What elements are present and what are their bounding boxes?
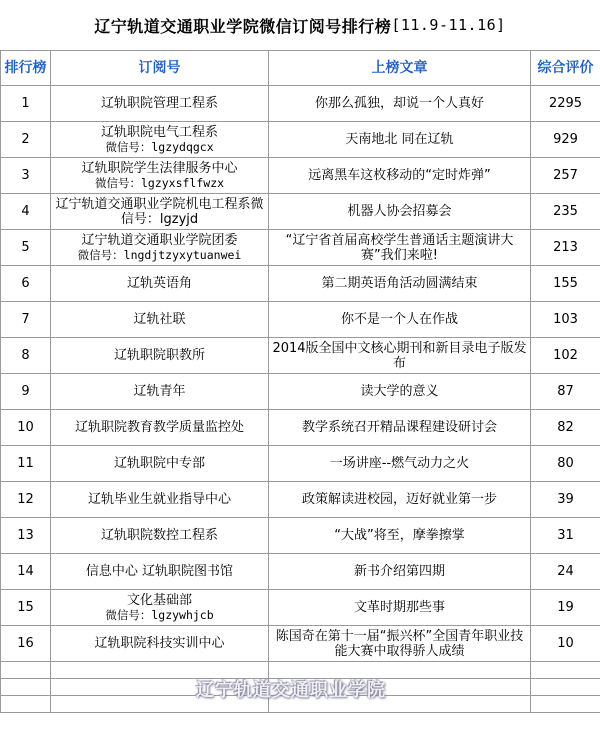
rank-cell: 7 [1, 302, 51, 338]
ranking-table [0, 50, 600, 713]
account-name: 辽轨青年 [133, 384, 186, 399]
page-title [0, 0, 600, 51]
rank-cell: 4 [1, 194, 51, 230]
header-row [1, 51, 600, 86]
table-row [1, 626, 600, 662]
account-name: 辽轨职院学生法律服务中心 [81, 160, 238, 176]
score-cell: 257 [531, 158, 600, 194]
score-cell: 31 [531, 518, 600, 554]
table-row [1, 338, 600, 374]
account-name: 辽轨毕业生就业指导中心 [87, 492, 231, 507]
score-cell: 80 [531, 446, 600, 482]
account-cell [51, 302, 269, 338]
wechat-id: 微信号：lngdjtzyxytuanwei [77, 247, 242, 262]
header-account: 订阅号 [51, 51, 269, 86]
account-name: 辽宁轨道交通职业学院团委 [81, 232, 238, 248]
table-row [1, 554, 600, 590]
empty-row [1, 679, 600, 696]
table-row [1, 374, 600, 410]
table-row [1, 410, 600, 446]
score-cell: 155 [531, 266, 600, 302]
score-cell: 103 [531, 302, 600, 338]
article-cell: 陈国奇在第十一届“振兴杯”全国青年职业技能大赛中取得骄人成绩 [269, 626, 531, 662]
article-cell: 你不是一个人在作战 [269, 302, 531, 338]
score-cell: 19 [531, 590, 600, 626]
score-cell: 235 [531, 194, 600, 230]
score-cell: 39 [531, 482, 600, 518]
article-cell: 新书介绍第四期 [269, 554, 531, 590]
table-row [1, 446, 600, 482]
article-cell: “辽宁省首届高校学生普通话主题演讲大赛”我们来啦! [269, 230, 531, 266]
table-row [1, 302, 600, 338]
account-name: 辽轨英语角 [126, 276, 192, 291]
article-cell: 政策解读进校园，迈好就业第一步 [269, 482, 531, 518]
account-cell [51, 590, 269, 626]
account-cell [51, 626, 269, 662]
rank-cell: 5 [1, 230, 51, 266]
score-cell: 10 [531, 626, 600, 662]
score-cell: 24 [531, 554, 600, 590]
rank-cell: 14 [1, 554, 51, 590]
account-cell [51, 266, 269, 302]
account-name: 辽轨职院科技实训中心 [94, 636, 225, 651]
empty-row [1, 662, 600, 679]
table-row [1, 482, 600, 518]
article-cell: 天南地北 同在辽轨 [269, 122, 531, 158]
account-name: 辽轨社联 [133, 312, 186, 327]
article-cell: 教学系统召开精品课程建设研讨会 [269, 410, 531, 446]
account-name: 辽轨职院中专部 [113, 456, 205, 471]
title-main: 辽宁轨道交通职业学院微信订阅号排行榜 [94, 16, 392, 36]
table-row [1, 266, 600, 302]
table-row [1, 590, 600, 626]
account-cell [51, 230, 269, 266]
rank-cell: 15 [1, 590, 51, 626]
article-cell: “大战”将至，摩拳擦掌 [269, 518, 531, 554]
score-cell: 2295 [531, 86, 600, 122]
rank-cell: 3 [1, 158, 51, 194]
score-cell: 82 [531, 410, 600, 446]
account-cell [51, 482, 269, 518]
wechat-id: 微信号：lgzyxsflfwzx [94, 175, 225, 190]
header-rank: 排行榜 [1, 51, 51, 86]
empty-row [1, 696, 600, 713]
article-cell: 远离黑车这枚移动的“定时炸弹” [269, 158, 531, 194]
article-cell: 机器人协会招募会 [269, 194, 531, 230]
header-article: 上榜文章 [269, 51, 531, 86]
account-name: 辽轨职院教育教学质量监控处 [74, 420, 244, 435]
rank-cell: 1 [1, 86, 51, 122]
title-date-range: [11.9-11.16] [391, 16, 506, 34]
table-row [1, 86, 600, 122]
rank-cell: 10 [1, 410, 51, 446]
account-cell [51, 338, 269, 374]
account-cell [51, 86, 269, 122]
score-cell: 87 [531, 374, 600, 410]
article-cell: 你那么孤独，却说一个人真好 [269, 86, 531, 122]
article-cell: 文革时期那些事 [269, 590, 531, 626]
article-cell: 一场讲座--燃气动力之火 [269, 446, 531, 482]
account-name: 辽轨职院管理工程系 [100, 96, 218, 111]
table-body [1, 86, 600, 662]
article-cell: 读大学的意义 [269, 374, 531, 410]
table-row [1, 518, 600, 554]
header-score: 综合评价 [531, 51, 600, 86]
rank-cell: 8 [1, 338, 51, 374]
account-cell [51, 518, 269, 554]
account-cell [51, 122, 269, 158]
rank-cell: 16 [1, 626, 51, 662]
score-cell: 102 [531, 338, 600, 374]
article-cell: 第二期英语角活动圆满结束 [269, 266, 531, 302]
article-cell: 2014版全国中文核心期刊和新目录电子版发布 [269, 338, 531, 374]
rank-cell: 9 [1, 374, 51, 410]
wechat-id: 微信号：lgzydqgcx [105, 139, 214, 154]
account-name: 文化基础部 [126, 592, 192, 608]
rank-cell: 12 [1, 482, 51, 518]
rank-cell: 11 [1, 446, 51, 482]
account-cell [51, 374, 269, 410]
account-cell [51, 410, 269, 446]
empty-rows [1, 662, 600, 713]
score-cell: 213 [531, 230, 600, 266]
account-name: 辽轨职院数控工程系 [100, 528, 218, 543]
wechat-id: 微信号：lgzywhjcb [105, 607, 214, 622]
account-name: 信息中心 辽轨职院图书馆 [85, 564, 234, 579]
table-row [1, 158, 600, 194]
rank-cell: 6 [1, 266, 51, 302]
rank-cell: 13 [1, 518, 51, 554]
account-name: 辽轨职院电气工程系 [100, 124, 218, 140]
rank-cell: 2 [1, 122, 51, 158]
watermark-text: 辽宁轨道交通职业学院 [196, 680, 386, 701]
account-cell [51, 446, 269, 482]
score-cell: 929 [531, 122, 600, 158]
account-cell [51, 194, 269, 230]
account-name: 辽轨职院职教所 [113, 348, 205, 363]
table-row [1, 230, 600, 266]
account-cell [51, 554, 269, 590]
table-row [1, 194, 600, 230]
account-name: 辽宁轨道交通职业学院机电工程系微信号：lgzyjd [55, 196, 264, 227]
account-cell [51, 158, 269, 194]
table-row [1, 122, 600, 158]
